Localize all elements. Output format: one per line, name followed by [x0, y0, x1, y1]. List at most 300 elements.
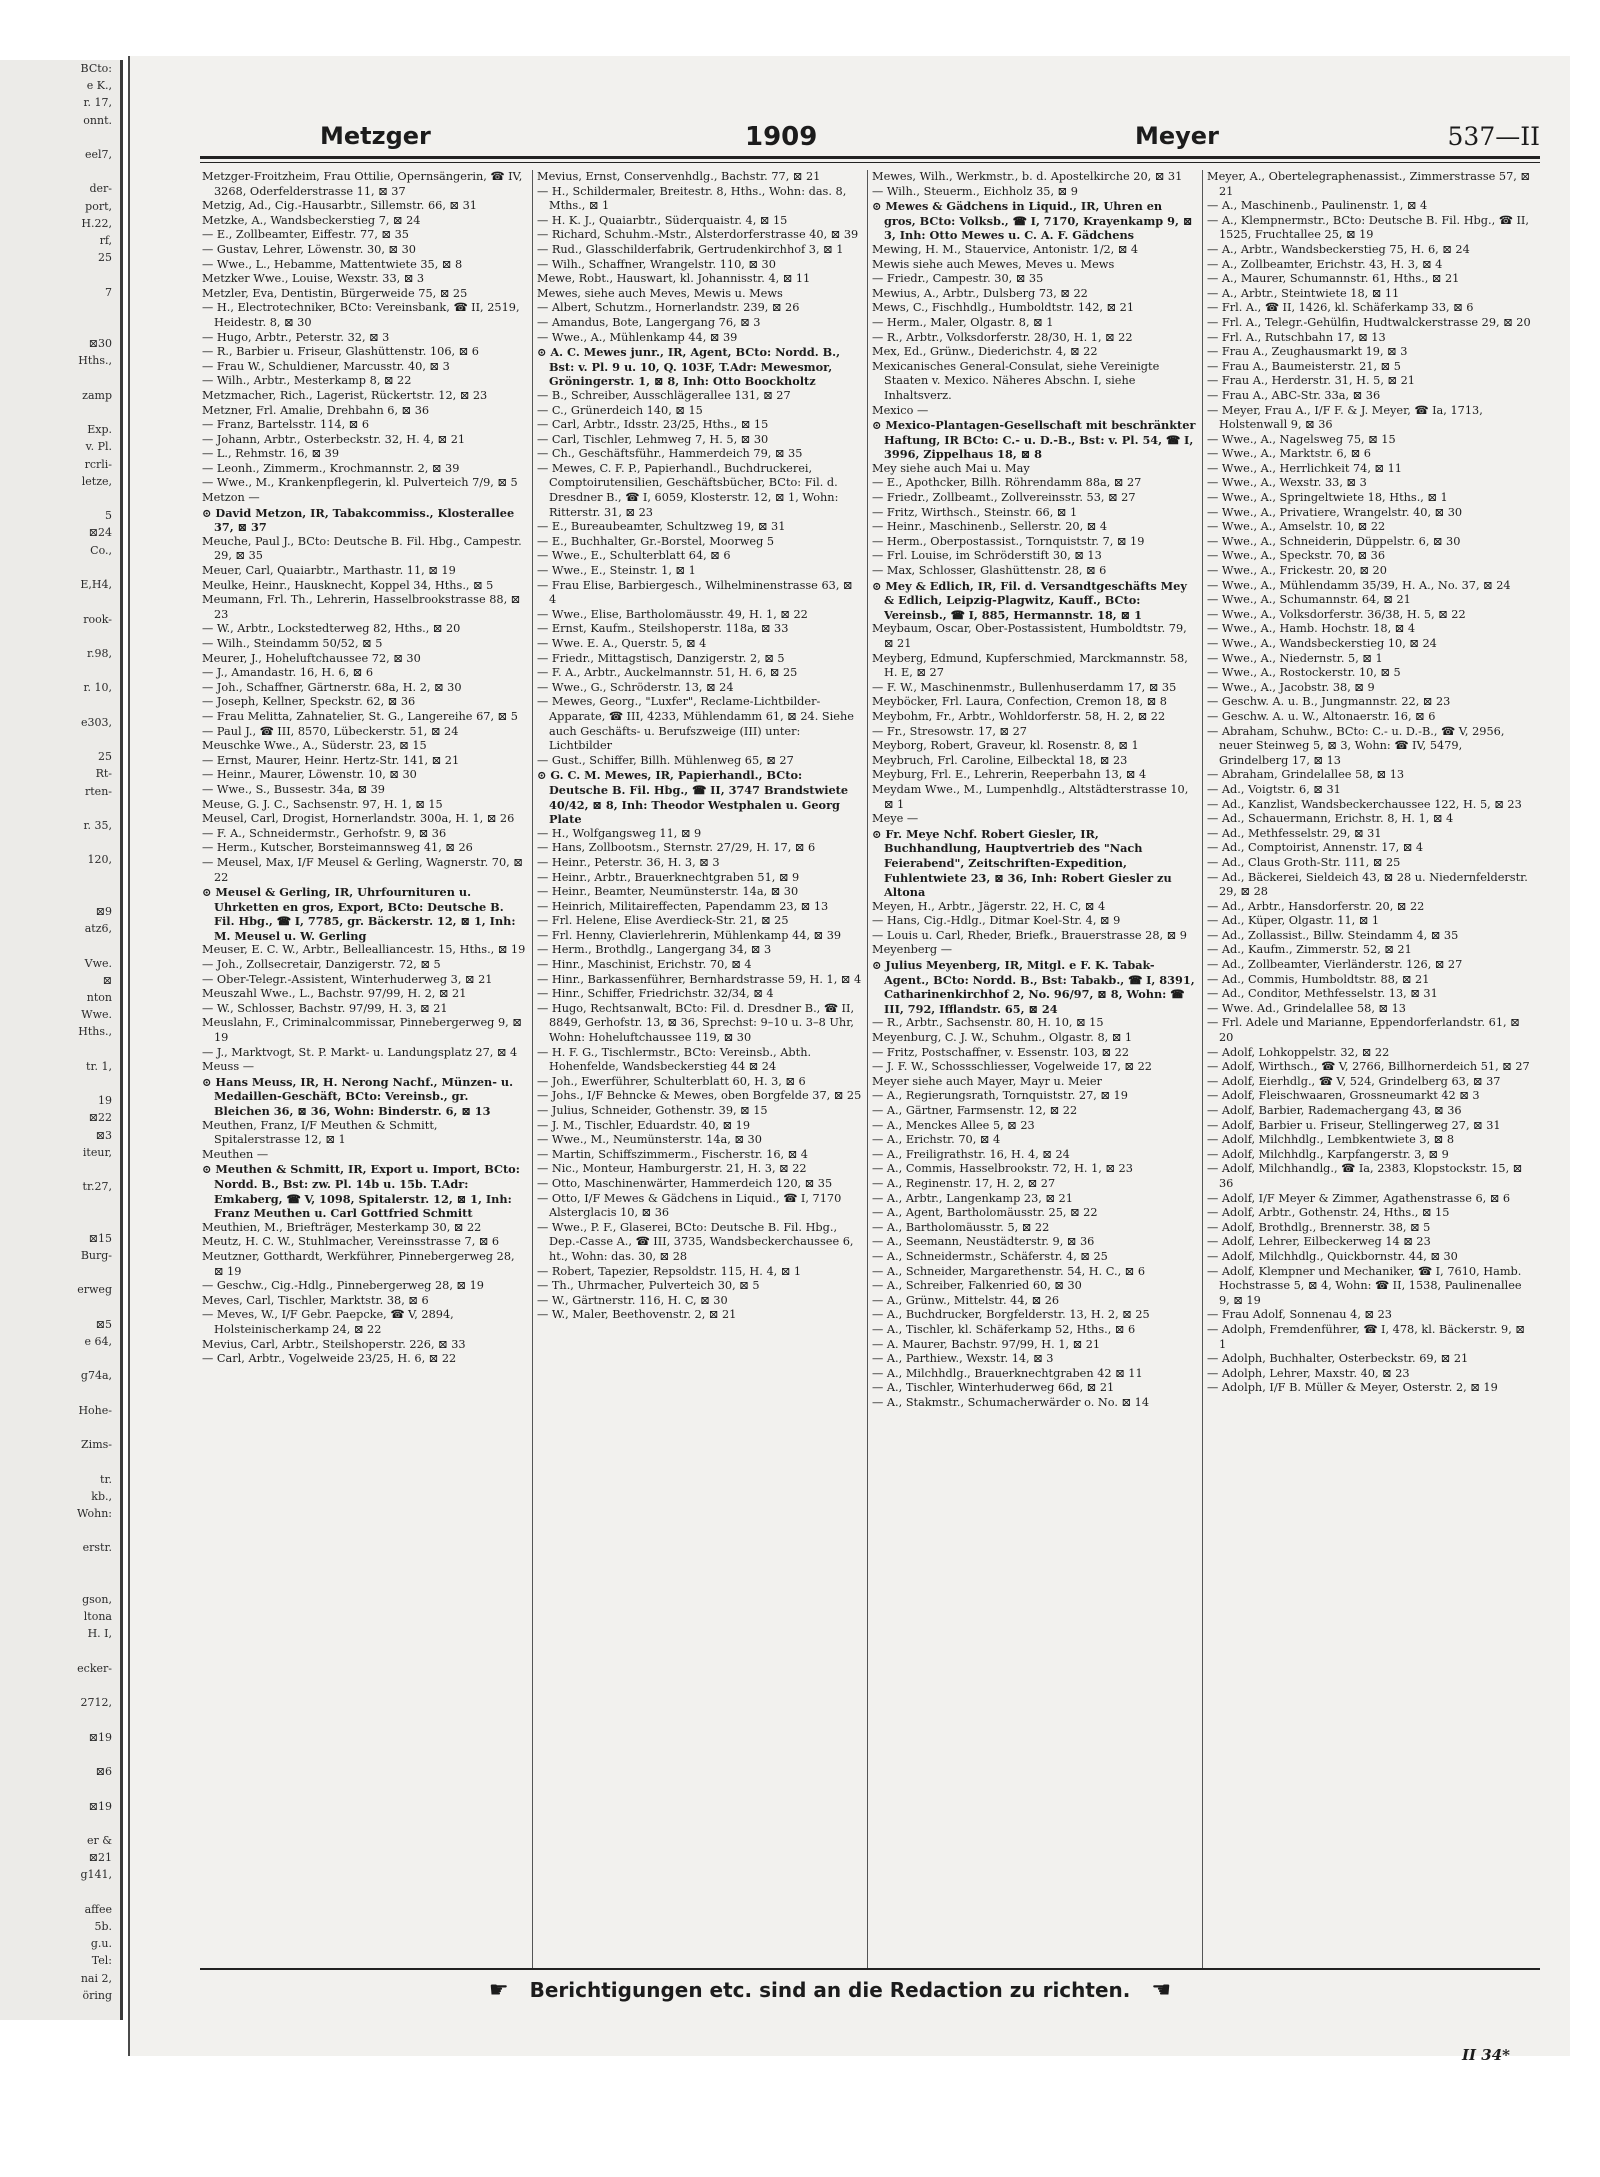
directory-entry: — Heinr., Peterstr. 36, H. 3, ⊠ 3	[537, 855, 720, 869]
margin-fragment: rten-	[85, 784, 112, 798]
directory-entry: — Ad., Arbtr., Hansdorferstr. 20, ⊠ 22	[1207, 899, 1425, 913]
margin-fragment: H.22,	[81, 216, 112, 230]
margin-fragment: tr. 1,	[86, 1059, 112, 1073]
directory-entry: — A., Gärtner, Farmsenstr. 12, ⊠ 22	[872, 1104, 1078, 1117]
directory-entry: — Carl, Arbtr., Vogelweide 23/25, H. 6, ⊠ 22	[202, 1352, 457, 1366]
header-left-keyword: Metzger	[320, 122, 431, 150]
directory-entry: — Rud., Glasschilderfabrik, Gertrudenkirchhof 3, ⊠ 1	[537, 242, 844, 256]
directory-entry: Meyer siehe auch Mayer, Mayr u. Meier	[872, 1074, 1102, 1088]
directory-entry: — Ad., Schauermann, Erichstr. 8, H. 1, ⊠ 4	[1207, 812, 1454, 826]
directory-entry: ⊙ Mewes & Gädchens in Liquid., IR, Uhren en gros, BCto: Volksb., ☎ I, 7170, Krayenkamp 9, ⊠ 3, Inh: Otto Mewes u. C. A. F. Gädchens	[872, 199, 1193, 243]
margin-fragment	[0, 1522, 120, 1539]
directory-entry: — Abraham, Grindelallee 58, ⊠ 13	[1207, 768, 1405, 782]
directory-entry: — Wwe., G., Schröderstr. 13, ⊠ 24	[537, 680, 734, 694]
directory-entry: — Otto, Maschinenwärter, Hammerdeich 120, ⊠ 35	[537, 1176, 833, 1190]
directory-entry: — E., Zollbeamter, Eiffestr. 77, ⊠ 35	[202, 228, 409, 242]
directory-entry: — Fr., Stresowstr. 17, ⊠ 27	[872, 724, 1027, 738]
directory-entry: — A., Arbtr., Wandsbeckerstieg 75, H. 6, ⊠ 24	[1207, 242, 1470, 256]
directory-entry: — Adolf, Milchhdlg., Lembkentwiete 3, ⊠ 8	[1207, 1133, 1455, 1147]
directory-entry: — Hinr., Barkassenführer, Bernhardstrasse 59, H. 1, ⊠ 4	[537, 972, 862, 986]
directory-entry: — Ad., Bäckerei, Sieldeich 43, ⊠ 28 u. Niedernfelderstr. 29, ⊠ 28	[1207, 870, 1528, 899]
directory-entry: — Joh., Schaffner, Gärtnerstr. 68a, H. 2, ⊠ 30	[202, 680, 462, 694]
margin-fragment: eel7,	[84, 148, 112, 162]
directory-entry: — Wwe., A., Niedernstr. 5, ⊠ 1	[1207, 651, 1383, 665]
margin-fragment: E,H4,	[80, 578, 112, 592]
margin-fragment	[0, 1574, 120, 1591]
directory-entry: — Fritz, Postschaffner, v. Essenstr. 103, ⊠ 22	[872, 1045, 1130, 1059]
margin-fragment: 2712,	[80, 1696, 112, 1710]
directory-entry: — H., Electrotechniker, BCto: Vereinsbank, ☎ II, 2519, Heidestr. 8, ⊠ 30	[202, 301, 520, 329]
directory-entry: — Hans, Zollbootsm., Sternstr. 27/29, H. 17, ⊠ 6	[537, 841, 816, 855]
directory-entry: ⊙ Hans Meuss, IR, H. Nerong Nachf., Münzen- u. Medaillen-Geschäft, BCto: Vereinsb., gr. Bleichen 36, ⊠ 36, Wohn: Binderstr. 6, ⊠ 13	[202, 1074, 514, 1118]
margin-fragment	[0, 662, 120, 679]
margin-fragment: ⊠30	[88, 337, 112, 351]
directory-entry: — Wwe., A., Schneiderin, Düppelstr. 6, ⊠ 30	[1207, 534, 1461, 548]
directory-entry: — A. Maurer, Bachstr. 97/99, H. 1, ⊠ 21	[872, 1337, 1101, 1351]
margin-fragment: onnt.	[83, 113, 112, 127]
directory-entry: — A., Regierungsrath, Tornquiststr. 27, ⊠ 19	[872, 1089, 1128, 1103]
directory-entry: — R., Arbtr., Sachsenstr. 80, H. 10, ⊠ 15	[872, 1016, 1104, 1030]
directory-entry: — Frau Elise, Barbiergesch., Wilhelminenstrasse 63, ⊠ 4	[537, 578, 853, 607]
margin-fragment: r. 35,	[83, 818, 112, 832]
directory-entry: — Wwe., A., Hamb. Hochstr. 18, ⊠ 4	[1207, 622, 1416, 636]
margin-fragment: 5	[105, 509, 112, 523]
directory-entry: Mewis siehe auch Mewes, Meves u. Mews	[872, 257, 1115, 271]
directory-entry: — Ad., Kaufm., Zimmerstr. 52, ⊠ 21	[1207, 943, 1412, 957]
directory-entry: — R., Barbier u. Friseur, Glashüttenstr. 106, ⊠ 6	[202, 345, 479, 359]
directory-entry: Meves, Carl, Tischler, Marktstr. 38, ⊠ 6	[202, 1293, 429, 1307]
directory-entry: — Wilh., Steindamm 50/52, ⊠ 5	[202, 637, 383, 650]
pointing-hand-left-icon: ☚	[1151, 1978, 1172, 2003]
directory-entry: Mexico —	[872, 403, 929, 417]
directory-entry: — Wwe., A., Jacobstr. 38, ⊠ 9	[1207, 680, 1375, 694]
directory-entry: ⊙ David Metzon, IR, Tabakcommiss., Klosterallee 37, ⊠ 37	[202, 505, 515, 535]
margin-fragment	[0, 1557, 120, 1574]
directory-entry: — J. M., Tischler, Eduardstr. 40, ⊠ 19	[537, 1118, 751, 1132]
directory-entry: — Carl, Tischler, Lehmweg 7, H. 5, ⊠ 30	[537, 432, 769, 446]
directory-entry: ⊙ Meusel & Gerling, IR, Uhrfournituren u. Uhrketten en gros, Export, BCto: Deutsche B. Fil. Hbg., ☎ I, 7785, gr. Bäckerstr. 12, ⊠ 1, Inh: M. Meusel u. W. Gerling	[202, 885, 516, 943]
margin-fragment: e303,	[80, 715, 112, 729]
directory-entry: — Wwe., A., Rostockerstr. 10, ⊠ 5	[1207, 666, 1401, 680]
directory-entry: — Th., Uhrmacher, Pulverteich 30, ⊠ 5	[537, 1279, 760, 1293]
directory-entry: Mewius, A., Arbtr., Dulsberg 73, ⊠ 22	[872, 286, 1088, 300]
margin-fragment: Wohn:	[76, 1507, 112, 1521]
margin-fragment: Wwe.	[81, 1008, 112, 1022]
margin-fragment: ⊠3	[95, 1128, 112, 1142]
directory-entry: — Hinr., Schiffer, Friedrichstr. 32/34, ⊠ 4	[537, 987, 774, 1001]
directory-entry: — Frl. Adele und Marianne, Eppendorferlandstr. 61, ⊠ 20	[1207, 1016, 1520, 1045]
directory-entry: — Gustav, Lehrer, Löwenstr. 30, ⊠ 30	[202, 242, 416, 256]
directory-entry: — Ad., Comptoirist, Annenstr. 17, ⊠ 4	[1207, 841, 1424, 855]
directory-entry: — Wwe., A., Mühlenkamp 44, ⊠ 39	[537, 330, 738, 344]
directory-entry: — Wwe., A., Amselstr. 10, ⊠ 22	[1207, 520, 1386, 534]
margin-fragment: Hths.,	[78, 354, 112, 368]
margin-fragment: ecker-	[77, 1661, 112, 1675]
directory-entry: — B., Schreiber, Ausschlägerallee 131, ⊠ 27	[537, 388, 791, 402]
directory-entry: — Fritz, Wirthsch., Steinstr. 66, ⊠ 1	[872, 505, 1078, 519]
directory-entry: — Wwe., A., Springeltwiete 18, Hths., ⊠ 1	[1207, 491, 1448, 505]
directory-entry: — A., Arbtr., Steintwiete 18, ⊠ 11	[1207, 286, 1400, 300]
directory-entry: — Adolf, Barbier, Rademachergang 43, ⊠ 36	[1207, 1104, 1462, 1117]
directory-entry: — Adolf, Arbtr., Gothenstr. 24, Hths., ⊠ 15	[1207, 1206, 1450, 1220]
directory-entry: — A., Maschinenb., Paulinenstr. 1, ⊠ 4	[1207, 199, 1428, 213]
directory-entry: — Frl. Helene, Elise Averdieck-Str. 21, ⊠ 25	[537, 914, 789, 928]
directory-entry: — Wwe., A., Wandsbeckerstieg 10, ⊠ 24	[1207, 637, 1437, 650]
directory-entry: — A., Buchdrucker, Borgfelderstr. 13, H. 2, ⊠ 25	[872, 1308, 1150, 1322]
directory-entry: — F. W., Maschinenmstr., Bullenhuserdamm 17, ⊠ 35	[872, 680, 1177, 694]
margin-fragment	[0, 1350, 120, 1367]
margin-fragment: 25	[98, 251, 112, 265]
directory-entry: — Wwe., P. F., Glaserei, BCto: Deutsche B. Fil. Hbg., Dep.-Casse A., ☎ III, 3735, Wandsbeckerchaussee 6, ht., Wohn: das. 30, ⊠ 28	[537, 1220, 854, 1263]
column-4	[1207, 170, 1532, 1970]
directory-entry: — Max, Schlosser, Glashüttenstr. 28, ⊠ 6	[872, 564, 1107, 578]
directory-entry: — Adolf, Lohkoppelstr. 32, ⊠ 22	[1207, 1045, 1390, 1059]
margin-fragment	[0, 318, 120, 335]
directory-entry: ⊙ A. C. Mewes junr., IR, Agent, BCto: Nordd. B., Bst: v. Pl. 9 u. 10, Q. 103F, T.Adr: Mewesmor, Gröningerstr. 1, ⊠ 8, Inh: Otto Boockholtz	[537, 345, 840, 389]
directory-entry: Meuse, G. J. C., Sachsenstr. 97, H. 1, ⊠ 15	[202, 797, 443, 811]
header-rule	[200, 156, 1540, 159]
directory-entry: — Adolph, Lehrer, Maxstr. 40, ⊠ 23	[1207, 1366, 1410, 1380]
directory-entry: Meybruch, Frl. Caroline, Eilbecktal 18, ⊠ 23	[872, 753, 1128, 767]
directory-entry: — A., Schneidermstr., Schäferstr. 4, ⊠ 25	[872, 1249, 1108, 1263]
margin-fragment: v. Pl.	[85, 440, 112, 454]
directory-entry: — Frl. Louise, im Schröderstift 30, ⊠ 13	[872, 549, 1102, 563]
page-header	[200, 116, 1540, 156]
margin-fragment: H. I,	[87, 1627, 112, 1641]
directory-entry: — Meusel, Max, I/F Meusel & Gerling, Wagnerstr. 70, ⊠ 22	[202, 855, 523, 884]
directory-entry: — H. F. G., Tischlermstr., BCto: Vereinsb., Abth. Hohenfelde, Wandsbeckerstieg 44 ⊠ 24	[537, 1045, 812, 1074]
directory-entry: Mewing, H. M., Stauervice, Antonistr. 1/2, ⊠ 4	[872, 242, 1139, 256]
directory-entry: — Albert, Schutzm., Hornerlandstr. 239, ⊠ 26	[537, 301, 800, 315]
directory-entry: — Ernst, Kaufm., Steilshoperstr. 118a, ⊠ 33	[537, 622, 789, 636]
directory-entry: — Martin, Schiffszimmerm., Fischerstr. 16, ⊠ 4	[537, 1147, 808, 1161]
directory-entry: — Herm., Maler, Olgastr. 8, ⊠ 1	[872, 315, 1054, 329]
directory-entry: — Wwe., A., Privatiere, Wrangelstr. 40, ⊠ 30	[1207, 505, 1463, 519]
directory-entry: Metzker Wwe., Louise, Wexstr. 33, ⊠ 3	[202, 272, 425, 286]
margin-fragment: r.98,	[86, 646, 112, 660]
directory-entry: Meuser, E. C. W., Arbtr., Bellealliancestr. 15, Hths., ⊠ 19	[202, 943, 526, 957]
margin-fragment: gson,	[82, 1593, 112, 1607]
directory-entry: — A., Tischler, kl. Schäferkamp 52, Hths., ⊠ 6	[872, 1322, 1136, 1336]
margin-fragment: er &	[86, 1833, 112, 1847]
directory-entry: — J., Amandastr. 16, H. 6, ⊠ 6	[202, 666, 374, 680]
margin-fragment: nton	[86, 990, 112, 1004]
margin-fragment: Tel:	[91, 1954, 112, 1968]
directory-entry: — Frau A., Herderstr. 31, H. 5, ⊠ 21	[1207, 374, 1415, 388]
margin-fragment: BCto:	[80, 62, 112, 75]
directory-entry: Meuss —	[202, 1060, 255, 1074]
directory-entry: Meyborg, Robert, Graveur, kl. Rosenstr. 8, ⊠ 1	[872, 739, 1139, 753]
directory-entry: Meybaum, Oscar, Ober-Postassistent, Humboldtstr. 79, ⊠ 21	[872, 622, 1187, 650]
directory-entry: — Heinr., Maschinenb., Sellerstr. 20, ⊠ 4	[872, 520, 1108, 534]
directory-entry: Meutzner, Gotthardt, Werkführer, Pinnebergerweg 28, ⊠ 19	[202, 1249, 515, 1278]
margin-fragment	[0, 869, 120, 886]
directory-entry: ⊙ Meuthen & Schmitt, IR, Export u. Import, BCto: Nordd. B., Bst: zw. Pl. 14b u. 15b. T.Adr: Emkaberg, ☎ V, 1098, Spitalerstr. 12, ⊠ 1, Inh: Franz Meuthen u. Carl Gottfried Schmitt	[202, 1162, 520, 1221]
directory-entry: Meuslahn, F., Criminalcommissar, Pinnebergerweg 9, ⊠ 19	[202, 1016, 522, 1045]
directory-entry: — Frau W., Schuldiener, Marcusstr. 40, ⊠ 3	[202, 359, 450, 373]
directory-entry: — Ch., Geschäftsführ., Hammerdeich 79, ⊠ 35	[537, 447, 803, 461]
header-page-number: 537—II	[1447, 122, 1540, 151]
directory-entry: — A., Klempnermstr., BCto: Deutsche B. Fil. Hbg., ☎ II, 1525, Fruchtallee 25, ⊠ 19	[1207, 213, 1529, 242]
directory-entry: Meuthen —	[202, 1147, 269, 1161]
margin-fragment: erstr.	[82, 1541, 112, 1555]
directory-entry: Meulke, Heinr., Hausknecht, Koppel 34, Hths., ⊠ 5	[202, 578, 494, 592]
margin-fragment	[0, 301, 120, 318]
directory-entry: — A., Menckes Allee 5, ⊠ 23	[872, 1118, 1035, 1132]
header-right-keyword: Meyer	[1135, 122, 1219, 150]
margin-fragment: Hohe-	[78, 1403, 112, 1417]
directory-entry: Metzger-Froitzheim, Frau Ottilie, Opernsängerin, ☎ IV, 3268, Oderfelderstrasse 11, ⊠ 37	[202, 170, 523, 198]
margin-fragment: 120,	[87, 853, 112, 867]
margin-fragment	[0, 1419, 120, 1436]
margin-fragment: ⊠6	[95, 1765, 112, 1779]
margin-fragment: Hths.,	[78, 1025, 112, 1039]
directory-entry: Meyer, A., Obertelegraphenassist., Zimmerstrasse 57, ⊠ 21	[1207, 170, 1530, 198]
margin-fragment: rf,	[99, 234, 112, 248]
directory-entry: — Geschw., Cig.-Hdlg., Pinnebergerweg 28, ⊠ 19	[202, 1279, 484, 1293]
directory-entry: — F. A., Arbtr., Auckelmannstr. 51, H. 6, ⊠ 25	[537, 666, 798, 680]
directory-entry: — Wwe., A., Marktstr. 6, ⊠ 6	[1207, 447, 1371, 461]
directory-entry: — Adolph, I/F B. Müller & Meyer, Osterstr. 2, ⊠ 19	[1207, 1381, 1498, 1395]
directory-entry: — H. K. J., Quaiarbtr., Süderquaistr. 4, ⊠ 15	[537, 213, 788, 227]
directory-entry: — Heinr., Beamter, Neumünsterstr. 14a, ⊠ 30	[537, 885, 799, 899]
directory-entry: — Wwe., A., Nagelsweg 75, ⊠ 15	[1207, 432, 1396, 446]
margin-fragment: iteur,	[82, 1145, 112, 1159]
margin-fragment: Co.,	[90, 543, 112, 557]
margin-fragment	[0, 1041, 120, 1058]
margin-fragment: nai 2,	[80, 1971, 112, 1985]
directory-entry: — F. A., Schneidermstr., Gerhofstr. 9, ⊠ 36	[202, 826, 447, 840]
margin-fragment	[0, 1677, 120, 1694]
directory-entry: ⊙ G. C. M. Mewes, IR, Papierhandl., BCto: Deutsche B. Fil. Hbg., ☎ II, 3747 Brandstwiete 40/42, ⊠ 8, Inh: Theodor Westphalen u. Georg Plate	[537, 768, 849, 827]
directory-entry: — J., Marktvogt, St. P. Markt- u. Landungsplatz 27, ⊠ 4	[202, 1045, 518, 1059]
directory-entry: — Wwe., A., Volksdorferstr. 36/38, H. 5, ⊠ 22	[1207, 607, 1466, 621]
margin-fragment: Vwe.	[84, 956, 112, 970]
margin-fragment: Exp.	[87, 423, 112, 437]
directory-entry: — Meves, W., I/F Gebr. Paepcke, ☎ V, 2894, Holsteinischerkamp 24, ⊠ 22	[202, 1308, 454, 1336]
margin-fragment: rcrli-	[84, 457, 112, 471]
directory-entry: — Ober-Telegr.-Assistent, Winterhuderweg 3, ⊠ 21	[202, 972, 493, 986]
directory-entry: — Wwe., Elise, Bartholomäusstr. 49, H. 1, ⊠ 22	[537, 607, 808, 621]
margin-fragment: tr.	[100, 1472, 112, 1486]
directory-entry: — Ad., Claus Groth-Str. 111, ⊠ 25	[1207, 855, 1401, 869]
margin-fragment: 7	[105, 285, 112, 299]
margin-fragment	[0, 1195, 120, 1212]
directory-entry: — Ad., Commis, Humboldtstr. 88, ⊠ 21	[1207, 972, 1430, 986]
margin-fragment	[0, 1884, 120, 1901]
margin-fragment	[0, 266, 120, 283]
directory-entry: — Paul J., ☎ III, 8570, Lübeckerstr. 51, ⊠ 24	[202, 724, 459, 738]
directory-entry: Meyenberg —	[872, 943, 953, 957]
directory-entry: — H., Wolfgangsweg 11, ⊠ 9	[537, 826, 702, 840]
directory-entry: — Wwe., M., Neumünsterstr. 14a, ⊠ 30	[537, 1133, 762, 1147]
column-3	[872, 170, 1197, 1970]
margin-fragment: rook-	[83, 612, 112, 626]
margin-fragment	[0, 1385, 120, 1402]
margin-fragment	[0, 370, 120, 387]
margin-fragment: g141,	[80, 1868, 112, 1882]
directory-entry: — Geschw. A. u. B., Jungmannstr. 22, ⊠ 23	[1207, 695, 1451, 709]
margin-fragment: Rt-	[95, 767, 112, 781]
margin-fragment	[0, 1746, 120, 1763]
directory-entry: Mewe, Robt., Hauswart, kl. Johannisstr. 4, ⊠ 11	[537, 272, 811, 286]
directory-entry: Meyburg, Frl. E., Lehrerin, Reeperbahn 13, ⊠ 4	[872, 768, 1147, 782]
directory-entry: — A., Schreiber, Falkenried 60, ⊠ 30	[872, 1279, 1082, 1293]
directory-entry: — Adolph, Fremdenführer, ☎ I, 478, kl. Bäckerstr. 9, ⊠ 1	[1207, 1322, 1525, 1351]
directory-entry: Meyberg, Edmund, Kupferschmied, Marckmannstr. 58, H. E, ⊠ 27	[872, 651, 1188, 680]
margin-fragment	[0, 559, 120, 576]
margin-fragment: kb.,	[91, 1489, 112, 1503]
directory-entry: — H., Schildermaler, Breitestr. 8, Hths., Wohn: das. 8, Mths., ⊠ 1	[537, 184, 847, 213]
directory-entry: Mewes, siehe auch Meves, Mewis u. Mews	[537, 286, 783, 300]
directory-entry: Meusel, Carl, Drogist, Hornerlandstr. 300a, H. 1, ⊠ 26	[202, 812, 515, 826]
margin-fragment	[0, 490, 120, 507]
directory-entry: Mey siehe auch Mai u. May	[872, 461, 1030, 475]
directory-entry: — Adolf, Milchhdlg., Karpfangerstr. 3, ⊠ 9	[1207, 1147, 1449, 1161]
directory-entry: — Wwe., E., Steinstr. 1, ⊠ 1	[537, 564, 696, 578]
directory-entry: — Frl. A., Rutschbahn 17, ⊠ 13	[1207, 330, 1386, 344]
directory-entry: — A., Arbtr., Langenkamp 23, ⊠ 21	[872, 1191, 1073, 1205]
directory-entry: — A., Freiligrathstr. 16, H. 4, ⊠ 24	[872, 1147, 1070, 1161]
left-page-margin	[0, 60, 123, 2020]
directory-entry: — Heinr., Maurer, Löwenstr. 10, ⊠ 30	[202, 768, 417, 782]
directory-entry: Mex, Ed., Grünw., Diederichstr. 4, ⊠ 22	[872, 345, 1098, 359]
directory-entry: — Louis u. Carl, Rheder, Briefk., Brauerstrasse 28, ⊠ 9	[872, 928, 1187, 942]
directory-entry: — Wwe., A., Mühlendamm 35/39, H. A., No. 37, ⊠ 24	[1207, 578, 1511, 592]
directory-entry: — Adolph, Buchhalter, Osterbeckstr. 69, ⊠ 21	[1207, 1352, 1469, 1366]
directory-entry: — Adolf, Barbier u. Friseur, Stellingerweg 27, ⊠ 31	[1207, 1118, 1501, 1132]
directory-entry: — Adolf, Brothdlg., Brennerstr. 38, ⊠ 5	[1207, 1220, 1431, 1234]
directory-entry: — Wilh., Schaffner, Wrangelstr. 110, ⊠ 30	[537, 257, 776, 271]
margin-fragment: g74a,	[80, 1369, 112, 1383]
directory-entry: — Joseph, Kellner, Speckstr. 62, ⊠ 36	[202, 695, 416, 709]
margin-fragment	[0, 731, 120, 748]
directory-entry: — Adolf, Lehrer, Eilbeckerweg 14 ⊠ 23	[1207, 1235, 1431, 1249]
directory-entry: — A., Maurer, Schumannstr. 61, Hths., ⊠ 21	[1207, 272, 1460, 286]
margin-fragment	[0, 886, 120, 903]
directory-entry: Meydam Wwe., M., Lumpenhdlg., Altstädterstrasse 10, ⊠ 1	[872, 782, 1189, 811]
directory-entry: Metzig, Ad., Cig.-Hausarbtr., Sillemstr. 66, ⊠ 31	[202, 199, 477, 213]
directory-entry: — Friedr., Zollbeamt., Zollvereinsstr. 53, ⊠ 27	[872, 491, 1136, 505]
directory-entry: Meye —	[872, 812, 919, 826]
directory-entry: — Joh., Zollsecretair, Danzigerstr. 72, ⊠ 5	[202, 958, 441, 972]
directory-entry: — A., Zollbeamter, Erichstr. 43, H. 3, ⊠ 4	[1207, 257, 1443, 271]
directory-entry: — Ad., Zollassist., Billw. Steindamm 4, ⊠ 35	[1207, 928, 1459, 942]
margin-fragment	[0, 1299, 120, 1316]
margin-fragment	[0, 1643, 120, 1660]
directory-entry: Mexicanisches General-Consulat, siehe Vereinigte Staaten v. Mexico. Näheres Abschn. I, siehe Inhaltsverz.	[872, 359, 1160, 402]
margin-fragment	[0, 1075, 120, 1092]
margin-fragment: e K.,	[86, 79, 112, 93]
directory-entry: — Ad., Zollbeamter, Vierländerstr. 126, ⊠ 27	[1207, 958, 1463, 972]
directory-entry: — Otto, I/F Mewes & Gädchens in Liquid., ☎ I, 7170 Alsterglacis 10, ⊠ 36	[537, 1191, 842, 1220]
directory-entry: — Robert, Tapezier, Repsoldstr. 115, H. 4, ⊠ 1	[537, 1264, 802, 1278]
directory-entry: — Adolf, Fleischwaaren, Grossneumarkt 42 ⊠ 3	[1207, 1089, 1480, 1103]
margin-fragment: e 64,	[84, 1335, 112, 1349]
directory-entry: ⊙ Mexico-Plantagen-Gesellschaft mit beschränkter Haftung, IR BCto: C.- u. D.-B., Bst: v. Pl. 54, ☎ I, 3996, Zippelhaus 18, ⊠ 8	[872, 418, 1196, 462]
directory-entry: — Carl, Arbtr., Idsstr. 23/25, Hths., ⊠ 15	[537, 418, 769, 432]
directory-entry: — Amandus, Bote, Langergang 76, ⊠ 3	[537, 315, 761, 329]
directory-entry: — Herm., Brothdlg., Langergang 34, ⊠ 3	[537, 943, 772, 957]
directory-entry: — L., Rehmstr. 16, ⊠ 39	[202, 447, 340, 461]
directory-entry: — Wwe., S., Bussestr. 34a, ⊠ 39	[202, 782, 385, 796]
directory-entry: — C., Grünerdeich 140, ⊠ 15	[537, 403, 703, 417]
directory-entry: — Johs., I/F Behncke & Mewes, oben Borgfelde 37, ⊠ 25	[537, 1089, 862, 1103]
margin-fragment: ⊠19	[88, 1730, 112, 1744]
directory-entry: — A., Seemann, Neustädterstr. 9, ⊠ 36	[872, 1235, 1095, 1249]
directory-entry: ⊙ Mey & Edlich, IR, Fil. d. Versandtgeschäfts Mey & Edlich, Leipzig-Plagwitz, Kauff., BCto: Vereinsb., ☎ I, 885, Hermannstr. 18, ⊠ 1	[872, 578, 1187, 622]
directory-entry: — Mewes, Georg., "Luxfer", Reclame-Lichtbilder-Apparate, ☎ III, 4233, Mühlendamm 61, ⊠ 24. Siehe auch Geschäfts- u. Berufszweige (III) unter: Lichtbilder	[537, 695, 854, 753]
directory-entry: — Wwe., L., Hebamme, Mattentwiete 35, ⊠ 8	[202, 257, 463, 271]
directory-entry: Mewes, Wilh., Werkmstr., b. d. Apostelkirche 20, ⊠ 31	[872, 170, 1183, 183]
directory-entry: — Joh., Ewerführer, Schulterblatt 60, H. 3, ⊠ 6	[537, 1074, 806, 1088]
directory-entry: Meuche, Paul J., BCto: Deutsche B. Fil. Hbg., Campestr. 29, ⊠ 35	[202, 534, 522, 563]
directory-entry: — Frau A., Zeughausmarkt 19, ⊠ 3	[1207, 345, 1408, 359]
directory-entry: — Wilh., Steuerm., Eichholz 35, ⊠ 9	[872, 184, 1078, 198]
directory-entry: — A., Reginenstr. 17, H. 2, ⊠ 27	[872, 1176, 1056, 1190]
footer-text: Berichtigungen etc. sind an die Redaction zu richten.	[529, 1978, 1131, 2002]
directory-entry: — Abraham, Schuhw., BCto: C.- u. D.-B., ☎ V, 2956, neuer Steinweg 5, ⊠ 3, Wohn: ☎ IV, 5479, Grindelberg 17, ⊠ 13	[1207, 724, 1505, 767]
directory-entry: — A., Milchhdlg., Brauerknechtgraben 42 ⊠ 11	[872, 1366, 1143, 1380]
directory-entry: — Wwe., A., Speckstr. 70, ⊠ 36	[1207, 549, 1386, 563]
directory-entry: — Adolf, Wirthsch., ☎ V, 2766, Billhornerdeich 51, ⊠ 27	[1207, 1060, 1530, 1074]
directory-entry: — Wilh., Arbtr., Mesterkamp 8, ⊠ 22	[202, 374, 412, 388]
directory-entry: — Meyer, Frau A., I/F F. & J. Meyer, ☎ Ia, 1713, Holstenwall 9, ⊠ 36	[1207, 403, 1483, 432]
margin-fragment: ⊠22	[88, 1111, 112, 1125]
margin-fragment: ltona	[83, 1610, 112, 1624]
margin-fragment: Burg-	[80, 1249, 112, 1263]
directory-entry: — W., Gärtnerstr. 116, H. C, ⊠ 30	[537, 1293, 728, 1307]
margin-fragment: r. 10,	[83, 681, 112, 695]
directory-entry: Meuszahl Wwe., L., Bachstr. 97/99, H. 2, ⊠ 21	[202, 987, 467, 1001]
margin-fragment: ⊠	[102, 973, 112, 987]
directory-entry: — Frau A., ABC-Str. 33a, ⊠ 36	[1207, 388, 1381, 402]
directory-entry: Metzke, A., Wandsbeckerstieg 7, ⊠ 24	[202, 213, 421, 227]
margin-fragment	[0, 1453, 120, 1470]
directory-entry: — Adolf, Klempner und Mechaniker, ☎ I, 7610, Hamb. Hochstrasse 5, ⊠ 4, Wohn: ☎ II, 1538, Paulinenallee 9, ⊠ 19	[1207, 1264, 1522, 1307]
directory-entry: — Adolf, Milchhandlg., ☎ Ia, 2383, Klopstockstr. 15, ⊠ 36	[1207, 1162, 1523, 1190]
margin-fragment: der-	[89, 182, 112, 196]
margin-fragment: Zims-	[81, 1438, 112, 1452]
directory-entry: — Gust., Schiffer, Billh. Mühlenweg 65, ⊠ 27	[537, 753, 794, 767]
directory-entry: Meyenburg, C. J. W., Schuhm., Olgastr. 8, ⊠ 1	[872, 1031, 1133, 1045]
directory-entry: — Adolf, Milchhdlg., Quickbornstr. 44, ⊠ 30	[1207, 1249, 1458, 1263]
directory-entry: — Wwe., A., Schumannstr. 64, ⊠ 21	[1207, 593, 1411, 607]
directory-entry: — Leonh., Zimmerm., Krochmannstr. 2, ⊠ 39	[202, 461, 460, 475]
column-divider	[867, 170, 868, 1970]
margin-fragment: 25	[98, 750, 112, 764]
directory-entry: Meumann, Frl. Th., Lehrerin, Hasselbrookstrasse 88, ⊠ 23	[202, 593, 521, 621]
directory-entry: — Frl. A., ☎ II, 1426, kl. Schäferkamp 33, ⊠ 6	[1207, 301, 1474, 315]
directory-entry: Meybohm, Fr., Arbtr., Wohldorferstr. 58, H. 2, ⊠ 22	[872, 709, 1166, 723]
margin-fragment	[0, 1213, 120, 1230]
directory-entry: — Wwe., A., Herrlichkeit 74, ⊠ 11	[1207, 461, 1402, 475]
pointing-hand-right-icon: ☛	[488, 1978, 509, 2003]
directory-entry: — Adolf, Eierhdlg., ☎ V, 524, Grindelberg 63, ⊠ 37	[1207, 1074, 1501, 1088]
directory-entry: — A., Parthiew., Wexstr. 14, ⊠ 3	[872, 1352, 1054, 1366]
margin-fragment	[0, 800, 120, 817]
directory-entry: — E., Bureaubeamter, Schultzweg 19, ⊠ 31	[537, 520, 786, 534]
directory-entry: — Richard, Schuhm.-Mstr., Alsterdorferstrasse 40, ⊠ 39	[537, 228, 859, 242]
directory-entry: — Ernst, Maurer, Heinr. Hertz-Str. 141, ⊠ 21	[202, 753, 460, 767]
directory-entry: Meuer, Carl, Quaiarbtr., Marthastr. 11, ⊠ 19	[202, 564, 456, 578]
margin-fragment: 19	[98, 1094, 112, 1108]
margin-fragment: erweg	[77, 1283, 112, 1297]
margin-fragment: r. 17,	[83, 96, 112, 110]
header-year: 1909	[745, 122, 818, 152]
directory-entry: — Hugo, Arbtr., Peterstr. 32, ⊠ 3	[202, 330, 390, 344]
directory-page	[128, 56, 1570, 2064]
